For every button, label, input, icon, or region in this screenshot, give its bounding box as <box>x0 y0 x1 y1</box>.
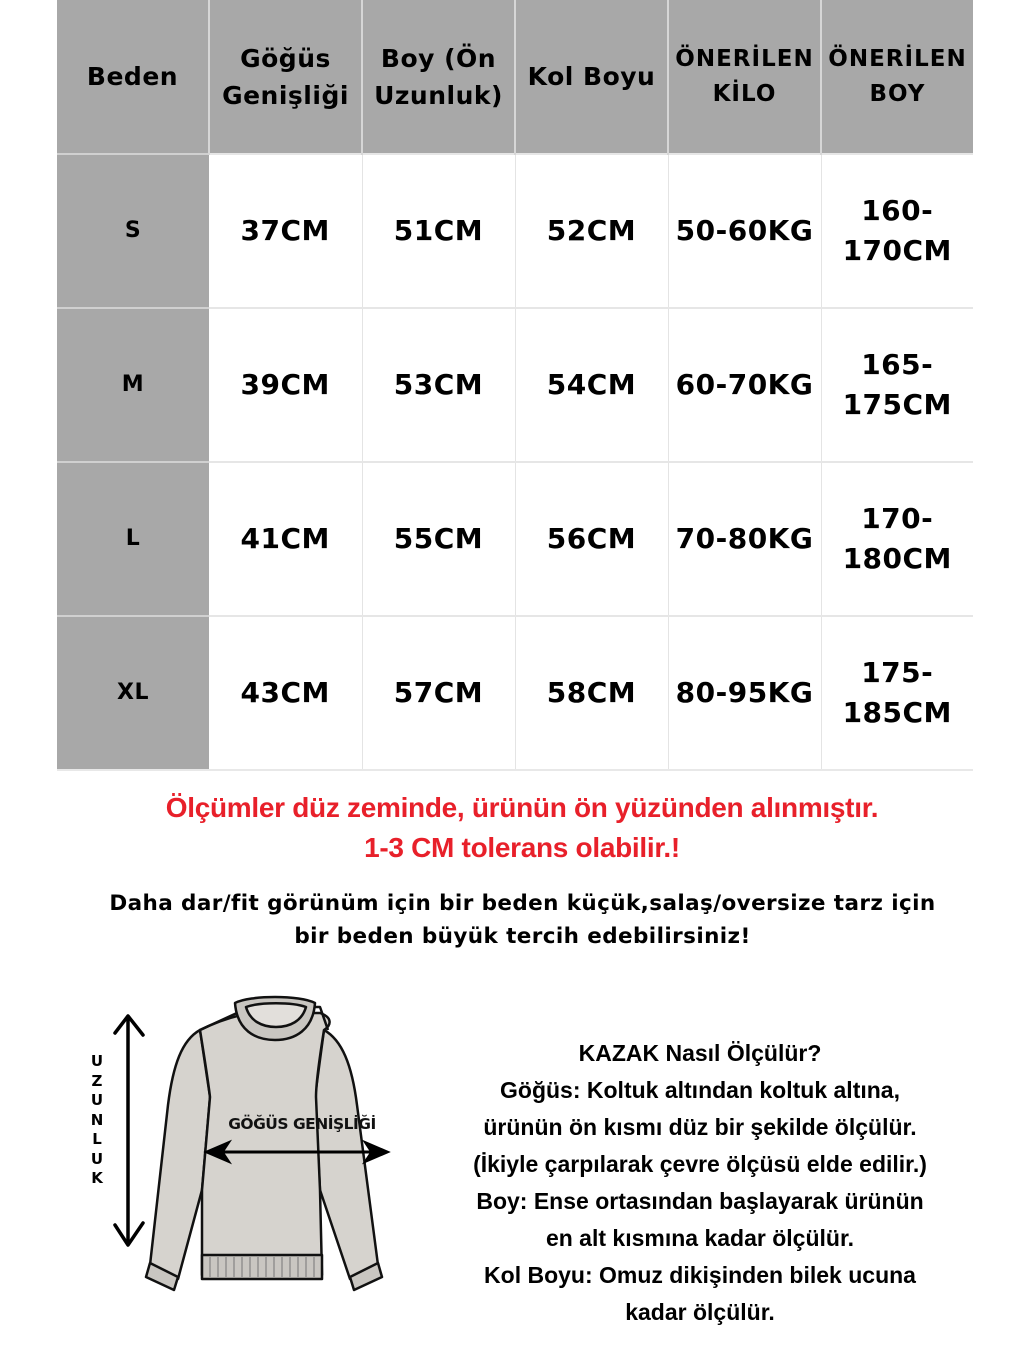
how-to-line: en alt kısmına kadar ölçülür. <box>545 1225 855 1251</box>
sleeve-cell: 54CM <box>515 308 668 462</box>
measurement-note-line2: 1-3 CM tolerans olabilir.! <box>364 832 680 863</box>
chest-cell: 37CM <box>209 154 362 308</box>
size-chart-table <box>57 0 973 771</box>
how-to-line: kadar ölçülür. <box>625 1299 775 1325</box>
size-cell: S <box>57 154 209 308</box>
header-recommended-weight: ÖNERİLEN KİLO <box>668 0 821 154</box>
header-length: Boy (Ön Uzunluk) <box>362 0 515 154</box>
header-chest: Göğüs Genişliği <box>209 0 362 154</box>
weight-cell: 70-80KG <box>668 462 821 616</box>
chest-cell: 39CM <box>209 308 362 462</box>
table-row <box>57 462 973 616</box>
length-arrow-icon <box>115 1016 143 1245</box>
table-row <box>57 308 973 462</box>
length-cell: 57CM <box>362 616 515 770</box>
height-cell: 165- 175CM <box>821 308 973 462</box>
height-cell: 160- 170CM <box>821 154 973 308</box>
header-recommended-height: ÖNERİLEN BOY <box>821 0 973 154</box>
length-cell: 51CM <box>362 154 515 308</box>
sweater-illustration <box>70 985 460 1305</box>
header-sleeve: Kol Boyu <box>515 0 668 154</box>
length-label: U Z U N L U K <box>90 1052 104 1187</box>
chest-width-label: GÖĞÜS GENİŞLİĞİ <box>228 1115 376 1133</box>
sleeve-cell: 56CM <box>515 462 668 616</box>
table-row <box>57 154 973 308</box>
how-to-line: ürünün ön kısmı düz bir şekilde ölçülür. <box>483 1114 917 1140</box>
size-cell: L <box>57 462 209 616</box>
header-row <box>57 0 973 154</box>
how-to-line: (İkiyle çarpılarak çevre ölçüsü elde edilir.) <box>473 1151 927 1177</box>
size-cell: XL <box>57 616 209 770</box>
weight-cell: 60-70KG <box>668 308 821 462</box>
length-cell: 53CM <box>362 308 515 462</box>
measurement-note <box>0 788 1020 868</box>
how-to-line: Göğüs: Koltuk altından koltuk altına, <box>500 1077 900 1103</box>
fit-advice <box>60 887 985 953</box>
how-to-measure <box>445 1035 955 1331</box>
fit-advice-line2: bir beden büyük tercih edebilirsiniz! <box>294 924 751 949</box>
sleeve-cell: 52CM <box>515 154 668 308</box>
chest-cell: 41CM <box>209 462 362 616</box>
measurement-note-line1: Ölçümler düz zeminde, ürünün ön yüzünden alınmıştır. <box>165 792 879 823</box>
table-row <box>57 616 973 770</box>
how-to-line: Boy: Ense ortasından başlayarak ürünün <box>476 1188 924 1214</box>
chest-cell: 43CM <box>209 616 362 770</box>
header-size: Beden <box>57 0 209 154</box>
length-cell: 55CM <box>362 462 515 616</box>
height-cell: 170- 180CM <box>821 462 973 616</box>
how-to-title: KAZAK Nasıl Ölçülür? <box>578 1040 822 1066</box>
fit-advice-line1: Daha dar/fit görünüm için bir beden küçük,salaş/oversize tarz için <box>109 891 936 916</box>
sweater-icon <box>146 997 382 1290</box>
weight-cell: 80-95KG <box>668 616 821 770</box>
height-cell: 175- 185CM <box>821 616 973 770</box>
how-to-line: Kol Boyu: Omuz dikişinden bilek ucuna <box>484 1262 916 1288</box>
sleeve-cell: 58CM <box>515 616 668 770</box>
weight-cell: 50-60KG <box>668 154 821 308</box>
size-cell: M <box>57 308 209 462</box>
